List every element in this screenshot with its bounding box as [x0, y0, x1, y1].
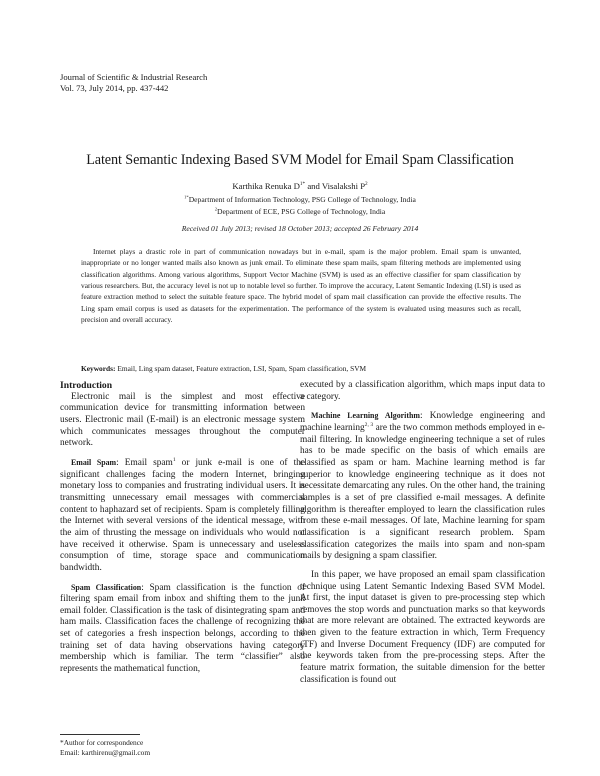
affiliation-2 — [0, 207, 600, 216]
email-spam-label: Email Spam — [71, 457, 117, 467]
footnote-correspondence: *Author for correspondence — [60, 738, 144, 747]
affiliation-1-sup: 1* — [184, 194, 189, 200]
spam-classification-paragraph — [60, 582, 305, 676]
intro-text: Electronic mail is the simplest and most effective communication device for transmitting information between users. Electronic mail (E-mail) is an electronic message system which communicates messages throughout the computer network. — [60, 391, 305, 449]
affiliation-1 — [0, 195, 600, 204]
abstract: Internet plays a drastic role in part of communication nowadays but in e-mail, spam is the major problem. Email spam is unwanted, inappropriate or no longer wanted mails also known as junk email. To eliminate these spam mails, spam filtering methods are implemented using classification algorithms. Among various algorithms, Support Vector Machine (SVM) is used as an effective classifier for spam classification by various researchers. But, the accuracy level is not up to notable level so further. To improve the accuracy, Latent Semantic Indexing (LSI) is used as feature extraction method to select the suitable feature space. The hybrid model of spam mail classification can provide the effective results. The Ling spam email corpus is used as datasets for the experimentation. The performance of the system is evaluated using measures such as recall, precision and overall accuracy. — [81, 247, 521, 325]
email-spam-text-b: or junk e-mail is one of the significant challenges facing the modern Internet, bringing monetary loss to companies and frustrating individual users. It is transmitting unnecessary email messages with commercial content to haphazard set of recipients. Spam is completely filling the Internet with several versions of the identical message, with the aim of thrusting the message on individuals who would not have received it otherwise. Spam is unnecessary and useless consumption of time, storage space and communication bandwidth. — [60, 457, 305, 573]
author-1: Karthika Renuka D — [232, 181, 300, 191]
email-spam-paragraph — [60, 457, 305, 575]
paper-title: Latent Semantic Indexing Based SVM Model for Email Spam Classification — [86, 152, 514, 168]
footnote-email: Email: karthirenu@gmail.com — [60, 748, 151, 757]
affiliation-1-text: Department of Information Technology, PSG College of Technology, India — [188, 195, 416, 204]
received-dates: Received 01 July 2013; revised 18 October 2013; accepted 26 February 2014 — [181, 224, 419, 233]
affiliation-2-sup: 2 — [214, 206, 218, 212]
spam-classification-text: : Spam classification is the function of filtering spam email from inbox and shifting them to the junk email folder. Classification is the task of disintegrating spam and ham mails. Classification faces the challenge of recognizing the set of categories a fresh inspection belongs, according to the training set of data having observations having category membership which is familiar. The term “classifier” also represents the mathematical function, — [60, 582, 305, 675]
ml-paragraph — [300, 410, 545, 563]
proposal-text: In this paper, we have proposed an email spam classification technique using Latent Semantic Indexing Based SVM Model. At first, the input dataset is given to pre-processing step which removes the stop words and punctuation marks so that keywords that are more relevant are obtained. The extracted keywords are then given to the feature extraction in which, Term Frequency (TF) and Inverse Document Frequency (IDF) are computed for the keywords taken from the pre-processing steps. After the feature matrix formation, the suitable dimension for the better classification is found out — [300, 569, 545, 685]
keywords-label: Keywords: — [81, 364, 116, 373]
author-line — [0, 181, 600, 191]
keywords-line — [81, 364, 521, 373]
footnote-divider — [60, 734, 140, 735]
journal-header — [60, 72, 207, 94]
proposal-paragraph — [300, 570, 545, 687]
continuation-paragraph — [300, 380, 545, 403]
ml-label: Machine Learning Algorithm — [311, 411, 420, 421]
left-column — [60, 380, 305, 683]
ml-ref: 2, 3 — [364, 421, 374, 428]
ml-text-a: : Knowledge engineering and machine learning — [300, 411, 545, 433]
affiliation-2-text: Department of ECE, PSG College of Technology, India — [217, 207, 386, 216]
spam-classification-label: Spam Classification — [71, 582, 142, 592]
author-2-sup: 2 — [365, 181, 368, 188]
journal-issue: Vol. 73, July 2014, pp. 437-442 — [60, 83, 169, 93]
email-spam-text-a: : Email spam — [116, 457, 173, 468]
continuation-text: executed by a classification algorithm, which maps input data to a category. — [300, 380, 545, 402]
introduction-heading: Introduction — [60, 380, 113, 391]
intro-paragraph — [60, 392, 305, 450]
author-2: and Visalakshi P — [305, 181, 366, 191]
right-column — [300, 380, 545, 693]
journal-name: Journal of Scientific & Industrial Research — [60, 72, 208, 82]
keywords-text: Email, Ling spam dataset, Feature extraction, LSI, Spam, Spam classification, SVM — [115, 364, 367, 373]
author-1-sup: 1* — [299, 181, 306, 188]
email-spam-ref: 1 — [172, 456, 176, 463]
ml-text-b: are the two common methods employed in e-mail filtering. In knowledge engineering technique a set of rules has to be made specific on the basis of which emails are classified as spam or ham. Machine learning method is far superior to knowledge engineering technique as it does not necessitate demarcating any rules. On the other hand, the training samples is a set of pre classified e-mail messages. A definite algorithm is thereafter employed to learn the classification rules from these e-mail messages. Of late, Machine learning for spam classification is a significant research problem. Spam classification categorizes the mails into spam and non-spam mails by designing a spam classifier. — [300, 422, 545, 562]
